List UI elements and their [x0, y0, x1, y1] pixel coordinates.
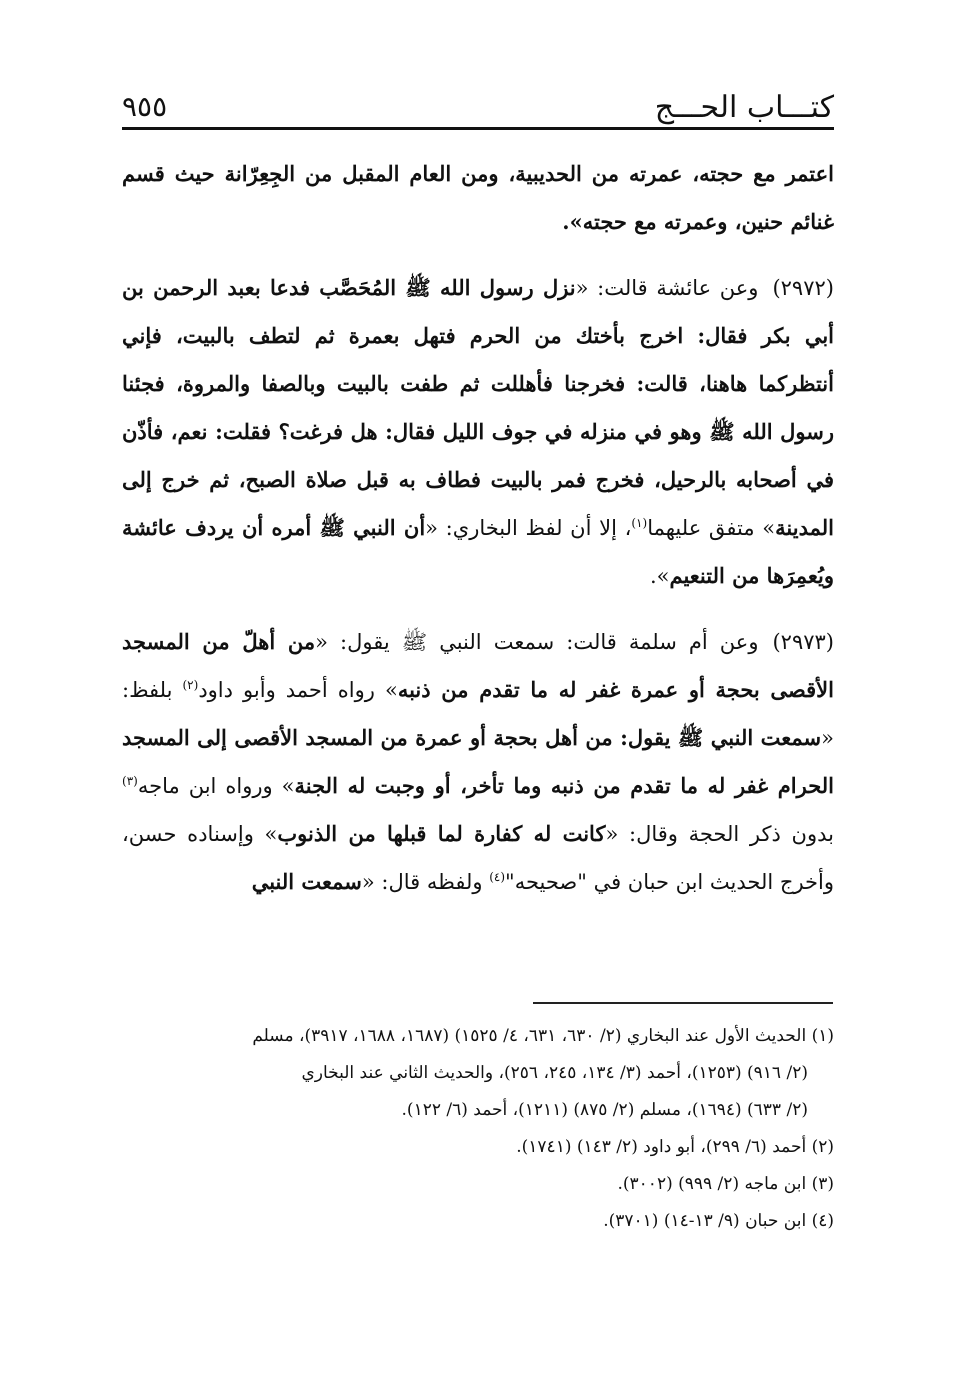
footnotes — [122, 1018, 834, 1240]
hadith-2972 — [122, 264, 834, 600]
footnote-rule — [533, 1002, 833, 1004]
footnote-ref[interactable]: (٢) — [182, 678, 199, 692]
narration-text: » وإسناده حسن، وأخرج الحديث ابن حبان في "صحيحه" — [122, 822, 834, 894]
footnote-ref[interactable]: (١) — [631, 516, 648, 530]
narration-text: ولفظه قال: « — [361, 870, 490, 894]
footnote-ref[interactable]: (٤) — [489, 870, 506, 884]
narration-text: ». — [649, 564, 670, 588]
quote-text: نزل رسول الله ﷺ المُحَصَّب فدعا بعبد الرحمن بن أبي بكر فقال: اخرج بأختك من الحرم فتهل بعمرة ثم لتطف بالبيت، فإني أنتظركما هاهنا، قالت: فخرجنا فأهللت ثم طفت بالبيت وبالصفا والمروة، فجئنا رسول الله ﷺ وهو في منزله في جوف الليل فقال: هل فرغت؟ فقلت: نعم، فأذّن في أصحابه بالرحيل، فخرج فمر بالبيت فطاف به قبل صلاة الصبح، ثم خرج إلى المدينة — [122, 275, 834, 540]
quote-text: كانت له كفارة لما قبلها من الذنوب — [277, 821, 606, 846]
footnote-4: (٤) ابن حبان (٩/ ١٣-١٤) (٣٧٠١). — [603, 1211, 834, 1231]
page-header — [122, 88, 834, 132]
footnote-1-continued: (٢/ ٩١٦) (١٢٥٣)، أحمد (٣/ ١٣٤، ٢٤٥، ٢٥٦)، والحديث الثاني عند البخاري — [301, 1063, 808, 1083]
main-text — [122, 150, 834, 906]
footnote-3: (٣) ابن ماجه (٢/ ٩٩٩) (٣٠٠٢). — [617, 1174, 834, 1194]
hadith-2973 — [122, 618, 834, 906]
narration-text: ، إلا أن لفظ البخاري: « — [425, 516, 632, 540]
paragraph-continuation — [122, 150, 834, 246]
hadith-intro: وعن أم سلمة قالت: سمعت النبي ﷺ يقول: « — [315, 630, 759, 654]
narration-text: » متفق عليهما — [647, 516, 776, 540]
hadith-number: (٢٩٧٢) — [772, 276, 834, 300]
quote-text: سمعت النبي — [251, 869, 362, 894]
hadith-intro: وعن عائشة قالت: « — [575, 276, 759, 300]
quote-text: من أهلّ من المسجد الأقصى بحجة أو عمرة غفر له ما تقدم من ذنبه — [122, 629, 834, 702]
narration-text: بدون ذكر الحجة وقال: « — [605, 822, 834, 846]
footnote-1-continued: (٢/ ٦٣٣) (١٦٩٤)، مسلم (٢/ ٨٧٥) (١٢١١)، أحمد (٦/ ١٢٢). — [401, 1100, 808, 1120]
narration-text: بلفظ: « — [122, 678, 834, 750]
footnote-ref[interactable]: (٣) — [122, 774, 138, 788]
header-rule — [122, 127, 834, 130]
quote-text: أن النبي ﷺ أمره أن يردف عائشة ويُعمِرَها من التنعيم — [122, 515, 834, 588]
hadith-number: (٢٩٧٣) — [772, 630, 834, 654]
footnote-1: (١) الحديث الأول عند البخاري (٢/ ٦٣٠، ٦٣١، ٤/ ١٥٢٥) (١٦٨٧، ١٦٨٨، ٣٩١٧)، مسلم — [252, 1026, 834, 1046]
quote-text: سمعت النبي ﷺ يقول: من أهل بحجة أو عمرة من المسجد الأقصى إلى المسجد الحرام غفر له ما تقدم من ذنبه وما تأخر، أو وجبت له الجنة — [122, 725, 835, 798]
footnote-2: (٢) أحمد (٦/ ٢٩٩)، أبو داود (٢/ ١٤٣) (١٧٤١). — [516, 1137, 834, 1157]
quote-text: اعتمر مع حجته، عمرته من الحديبية، ومن العام المقبل من الجِعِرّانة حيث قسم غنائم حنين، وعمرته مع حجته». — [122, 161, 834, 234]
narration-text: » رواه أحمد وأبو داود — [198, 678, 398, 702]
running-title: كتـــاب الحـــج — [654, 90, 834, 125]
narration-text: » ورواه ابن ماجه — [137, 774, 295, 798]
page-number: ٩٥٥ — [122, 90, 168, 123]
